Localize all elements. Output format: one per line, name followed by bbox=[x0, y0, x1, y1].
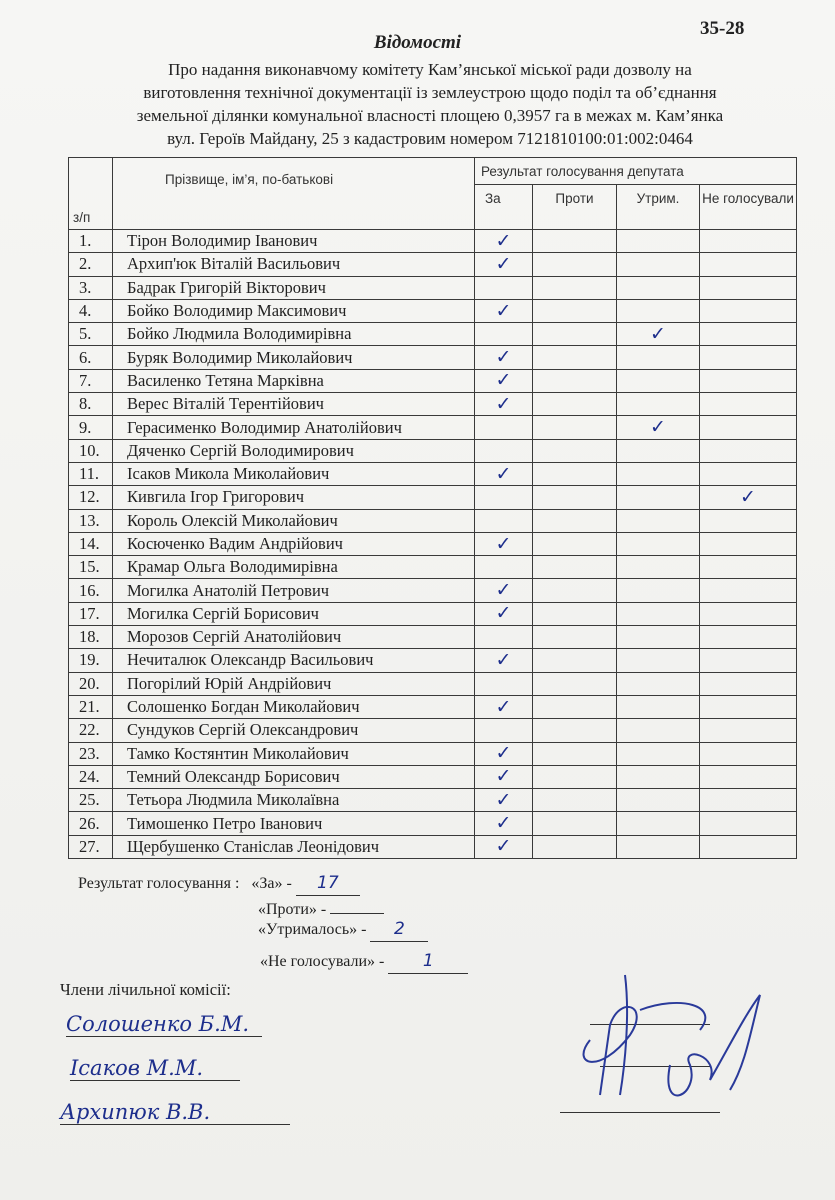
header-for: За bbox=[475, 185, 533, 230]
vote-cell-against bbox=[533, 812, 617, 835]
vote-cell-novote bbox=[700, 695, 797, 718]
row-number: 15. bbox=[69, 556, 113, 579]
vote-cell-against bbox=[533, 672, 617, 695]
checkmark-icon: ✓ bbox=[740, 485, 756, 508]
vote-cell-against bbox=[533, 393, 617, 416]
checkmark-icon: ✓ bbox=[495, 812, 512, 835]
vote-cell-against bbox=[533, 323, 617, 346]
subject-line: вул. Героїв Майдану, 25 з кадастровим номером 7121810100:01:002:0464 bbox=[167, 129, 693, 148]
row-number: 14. bbox=[69, 532, 113, 555]
novote-count: 1 bbox=[388, 950, 468, 974]
vote-cell-against bbox=[533, 626, 617, 649]
row-number: 7. bbox=[69, 369, 113, 392]
row-number: 13. bbox=[69, 509, 113, 532]
row-number: 24. bbox=[69, 765, 113, 788]
vote-cell-abstain bbox=[617, 462, 700, 485]
vote-cell-against bbox=[533, 299, 617, 322]
vote-cell-novote bbox=[700, 742, 797, 765]
vote-cell-novote bbox=[700, 579, 797, 602]
document-number: 35-28 bbox=[700, 18, 745, 39]
table-row bbox=[69, 462, 797, 485]
row-number: 16. bbox=[69, 579, 113, 602]
against-label: «Проти» - bbox=[258, 901, 327, 918]
vote-cell-for bbox=[475, 299, 533, 322]
row-number: 5. bbox=[69, 323, 113, 346]
vote-cell-for bbox=[475, 602, 533, 625]
vote-cell-novote bbox=[700, 789, 797, 812]
vote-cell-abstain bbox=[617, 509, 700, 532]
handwritten-signature bbox=[530, 955, 790, 1135]
table-row bbox=[69, 626, 797, 649]
vote-cell-for bbox=[475, 509, 533, 532]
table-row bbox=[69, 579, 797, 602]
vote-cell-against bbox=[533, 230, 617, 253]
vote-cell-novote bbox=[700, 835, 797, 858]
checkmark-icon: ✓ bbox=[650, 322, 666, 345]
table-row bbox=[69, 323, 797, 346]
vote-cell-against bbox=[533, 765, 617, 788]
vote-cell-abstain bbox=[617, 742, 700, 765]
abstain-row bbox=[258, 918, 428, 942]
table-row bbox=[69, 719, 797, 742]
vote-cell-novote bbox=[700, 369, 797, 392]
table-row bbox=[69, 742, 797, 765]
vote-cell-novote bbox=[700, 416, 797, 439]
vote-cell-against bbox=[533, 556, 617, 579]
vote-cell-for bbox=[475, 742, 533, 765]
vote-cell-against bbox=[533, 789, 617, 812]
row-number: 21. bbox=[69, 695, 113, 718]
vote-cell-for bbox=[475, 812, 533, 835]
deputy-name: Погорілий Юрій Андрійович bbox=[113, 672, 475, 695]
vote-cell-for bbox=[475, 462, 533, 485]
vote-cell-novote bbox=[700, 509, 797, 532]
checkmark-icon: ✓ bbox=[495, 602, 512, 625]
commission-member: Ісаков М.М. bbox=[70, 1056, 240, 1081]
vote-cell-abstain bbox=[617, 369, 700, 392]
vote-cell-for bbox=[475, 323, 533, 346]
row-number: 19. bbox=[69, 649, 113, 672]
vote-cell-abstain bbox=[617, 299, 700, 322]
table-row bbox=[69, 532, 797, 555]
vote-cell-abstain bbox=[617, 649, 700, 672]
novote-label: «Не голосували» - bbox=[260, 953, 385, 970]
vote-cell-against bbox=[533, 416, 617, 439]
table-row bbox=[69, 276, 797, 299]
deputy-name: Могилка Сергій Борисович bbox=[113, 602, 475, 625]
against-count bbox=[330, 895, 384, 914]
vote-cell-against bbox=[533, 509, 617, 532]
abstain-label: «Утрималось» - bbox=[258, 921, 367, 938]
vote-cell-for bbox=[475, 649, 533, 672]
vote-cell-novote bbox=[700, 765, 797, 788]
vote-cell-against bbox=[533, 532, 617, 555]
commission-member: Солошенко Б.М. bbox=[66, 1012, 262, 1037]
vote-cell-abstain bbox=[617, 556, 700, 579]
vote-cell-for bbox=[475, 556, 533, 579]
table-row bbox=[69, 486, 797, 509]
vote-cell-for bbox=[475, 253, 533, 276]
header-novote: Не голосували bbox=[700, 185, 797, 230]
row-number: 3. bbox=[69, 276, 113, 299]
vote-cell-novote bbox=[700, 276, 797, 299]
row-number: 18. bbox=[69, 626, 113, 649]
checkmark-icon: ✓ bbox=[495, 346, 512, 369]
vote-cell-abstain bbox=[617, 253, 700, 276]
row-number: 12. bbox=[69, 486, 113, 509]
document-title: Відомості bbox=[373, 32, 462, 53]
vote-cell-abstain bbox=[617, 626, 700, 649]
checkmark-icon: ✓ bbox=[495, 742, 512, 765]
vote-cell-against bbox=[533, 695, 617, 718]
for-label: «За» - bbox=[251, 875, 292, 892]
vote-cell-abstain bbox=[617, 416, 700, 439]
vote-cell-novote bbox=[700, 486, 797, 509]
vote-cell-abstain bbox=[617, 486, 700, 509]
row-number: 17. bbox=[69, 602, 113, 625]
row-number: 6. bbox=[69, 346, 113, 369]
table-row bbox=[69, 556, 797, 579]
results-label: Результат голосування : «За» - 17 bbox=[78, 872, 360, 896]
table-row bbox=[69, 439, 797, 462]
row-number: 4. bbox=[69, 299, 113, 322]
checkmark-icon: ✓ bbox=[495, 229, 512, 252]
vote-cell-novote bbox=[700, 556, 797, 579]
deputy-name: Тимошенко Петро Іванович bbox=[113, 812, 475, 835]
deputy-name: Крамар Ольга Володимирівна bbox=[113, 556, 475, 579]
vote-cell-against bbox=[533, 253, 617, 276]
deputy-name: Сундуков Сергій Олександрович bbox=[113, 719, 475, 742]
vote-cell-novote bbox=[700, 462, 797, 485]
vote-cell-novote bbox=[700, 253, 797, 276]
row-number: 25. bbox=[69, 789, 113, 812]
checkmark-icon: ✓ bbox=[495, 532, 512, 555]
table-row bbox=[69, 649, 797, 672]
vote-cell-abstain bbox=[617, 602, 700, 625]
vote-cell-for bbox=[475, 276, 533, 299]
table-row bbox=[69, 695, 797, 718]
table-row bbox=[69, 509, 797, 532]
vote-cell-for bbox=[475, 719, 533, 742]
table-row bbox=[69, 765, 797, 788]
vote-cell-novote bbox=[700, 719, 797, 742]
deputy-name: Могилка Анатолій Петрович bbox=[113, 579, 475, 602]
checkmark-icon: ✓ bbox=[495, 835, 512, 858]
checkmark-icon: ✓ bbox=[495, 788, 512, 811]
header-against: Проти bbox=[533, 185, 617, 230]
vote-cell-abstain bbox=[617, 812, 700, 835]
vote-cell-for bbox=[475, 416, 533, 439]
vote-cell-for bbox=[475, 369, 533, 392]
row-number: 2. bbox=[69, 253, 113, 276]
row-number: 27. bbox=[69, 835, 113, 858]
abstain-count: 2 bbox=[370, 918, 428, 942]
row-number: 8. bbox=[69, 393, 113, 416]
vote-cell-for bbox=[475, 626, 533, 649]
deputy-name: Бойко Людмила Володимирівна bbox=[113, 323, 475, 346]
voting-table bbox=[68, 157, 797, 859]
deputy-name: Бадрак Григорій Вікторович bbox=[113, 276, 475, 299]
vote-cell-abstain bbox=[617, 719, 700, 742]
vote-cell-abstain bbox=[617, 230, 700, 253]
vote-cell-for bbox=[475, 486, 533, 509]
vote-cell-abstain bbox=[617, 672, 700, 695]
vote-cell-for bbox=[475, 579, 533, 602]
vote-cell-abstain bbox=[617, 276, 700, 299]
vote-cell-for bbox=[475, 230, 533, 253]
deputy-name: Ісаков Микола Миколайович bbox=[113, 462, 475, 485]
deputy-name: Тірон Володимир Іванович bbox=[113, 230, 475, 253]
vote-cell-for bbox=[475, 765, 533, 788]
table-row bbox=[69, 672, 797, 695]
deputy-name: Солошенко Богдан Миколайович bbox=[113, 695, 475, 718]
vote-cell-against bbox=[533, 579, 617, 602]
vote-cell-novote bbox=[700, 626, 797, 649]
table-row bbox=[69, 416, 797, 439]
voting-table-body bbox=[69, 230, 797, 859]
deputy-name: Тамко Костянтин Миколайович bbox=[113, 742, 475, 765]
vote-cell-novote bbox=[700, 393, 797, 416]
vote-cell-abstain bbox=[617, 695, 700, 718]
header-abstain: Утрим. bbox=[617, 185, 700, 230]
vote-cell-against bbox=[533, 835, 617, 858]
deputy-name: Темний Олександр Борисович bbox=[113, 765, 475, 788]
vote-cell-novote bbox=[700, 812, 797, 835]
table-row bbox=[69, 789, 797, 812]
deputy-name: Герасименко Володимир Анатолійович bbox=[113, 416, 475, 439]
vote-cell-novote bbox=[700, 602, 797, 625]
vote-cell-abstain bbox=[617, 532, 700, 555]
deputy-name: Тетьора Людмила Миколаївна bbox=[113, 789, 475, 812]
vote-cell-novote bbox=[700, 323, 797, 346]
commission-label: Члени лічильної комісії: bbox=[60, 980, 231, 999]
row-number: 20. bbox=[69, 672, 113, 695]
subject-line: виготовлення технічної документації із землеустрою щодо поділ та об’єднання bbox=[143, 83, 717, 102]
checkmark-icon: ✓ bbox=[495, 648, 512, 671]
vote-cell-for bbox=[475, 695, 533, 718]
vote-cell-novote bbox=[700, 532, 797, 555]
row-number: 9. bbox=[69, 416, 113, 439]
row-number: 26. bbox=[69, 812, 113, 835]
deputy-name: Косюченко Вадим Андрійович bbox=[113, 532, 475, 555]
table-row bbox=[69, 835, 797, 858]
deputy-name: Василенко Тетяна Марківна bbox=[113, 369, 475, 392]
vote-cell-novote bbox=[700, 299, 797, 322]
vote-cell-abstain bbox=[617, 579, 700, 602]
header-number: з/п bbox=[69, 158, 113, 230]
row-number: 11. bbox=[69, 462, 113, 485]
table-row bbox=[69, 393, 797, 416]
vote-cell-for bbox=[475, 672, 533, 695]
vote-cell-against bbox=[533, 602, 617, 625]
vote-cell-abstain bbox=[617, 346, 700, 369]
vote-cell-novote bbox=[700, 649, 797, 672]
deputy-name: Верес Віталій Терентійович bbox=[113, 393, 475, 416]
checkmark-icon: ✓ bbox=[495, 765, 512, 788]
row-number: 1. bbox=[69, 230, 113, 253]
table-row bbox=[69, 346, 797, 369]
vote-cell-against bbox=[533, 346, 617, 369]
vote-cell-for bbox=[475, 393, 533, 416]
vote-cell-for bbox=[475, 789, 533, 812]
header-result: Результат голосування депутата bbox=[475, 158, 797, 185]
commission-member: Архипюк В.В. bbox=[60, 1100, 290, 1125]
subject-line: Про надання виконавчому комітету Кам’янської міської ради дозволу на bbox=[168, 60, 692, 79]
checkmark-icon: ✓ bbox=[495, 369, 512, 392]
deputy-name: Кивгила Ігор Григорович bbox=[113, 486, 475, 509]
vote-cell-against bbox=[533, 742, 617, 765]
vote-cell-against bbox=[533, 439, 617, 462]
novote-row bbox=[260, 950, 468, 974]
table-row bbox=[69, 369, 797, 392]
table-row bbox=[69, 812, 797, 835]
vote-cell-abstain bbox=[617, 835, 700, 858]
deputy-name: Король Олексій Миколайович bbox=[113, 509, 475, 532]
vote-cell-for bbox=[475, 346, 533, 369]
vote-cell-for bbox=[475, 835, 533, 858]
checkmark-icon: ✓ bbox=[495, 299, 512, 322]
vote-cell-for bbox=[475, 439, 533, 462]
vote-cell-abstain bbox=[617, 393, 700, 416]
vote-cell-novote bbox=[700, 346, 797, 369]
vote-cell-abstain bbox=[617, 789, 700, 812]
vote-cell-for bbox=[475, 532, 533, 555]
vote-cell-abstain bbox=[617, 765, 700, 788]
deputy-name: Морозов Сергій Анатолійович bbox=[113, 626, 475, 649]
deputy-name: Бойко Володимир Максимович bbox=[113, 299, 475, 322]
checkmark-icon: ✓ bbox=[495, 695, 512, 718]
vote-cell-abstain bbox=[617, 439, 700, 462]
deputy-name: Нечиталюк Олександр Васильович bbox=[113, 649, 475, 672]
table-row bbox=[69, 299, 797, 322]
vote-cell-novote bbox=[700, 230, 797, 253]
row-number: 10. bbox=[69, 439, 113, 462]
document-subject bbox=[70, 58, 790, 150]
deputy-name: Архип'юк Віталій Васильович bbox=[113, 253, 475, 276]
vote-cell-against bbox=[533, 462, 617, 485]
vote-cell-novote bbox=[700, 439, 797, 462]
row-number: 22. bbox=[69, 719, 113, 742]
checkmark-icon: ✓ bbox=[650, 416, 666, 439]
vote-cell-abstain bbox=[617, 323, 700, 346]
checkmark-icon: ✓ bbox=[495, 462, 512, 485]
table-row bbox=[69, 230, 797, 253]
vote-cell-against bbox=[533, 369, 617, 392]
vote-cell-against bbox=[533, 719, 617, 742]
vote-cell-against bbox=[533, 276, 617, 299]
table-row bbox=[69, 253, 797, 276]
checkmark-icon: ✓ bbox=[495, 579, 512, 602]
subject-line: земельної ділянки комунальної власності площею 0,3957 га в межах м. Кам’янка bbox=[136, 106, 724, 125]
row-number: 23. bbox=[69, 742, 113, 765]
checkmark-icon: ✓ bbox=[495, 392, 512, 415]
for-count: 17 bbox=[296, 872, 360, 896]
vote-cell-novote bbox=[700, 672, 797, 695]
vote-cell-against bbox=[533, 486, 617, 509]
deputy-name: Дяченко Сергій Володимирович bbox=[113, 439, 475, 462]
checkmark-icon: ✓ bbox=[495, 252, 512, 275]
vote-cell-against bbox=[533, 649, 617, 672]
table-row bbox=[69, 602, 797, 625]
header-name: Прізвище, ім’я, по-батькові bbox=[113, 158, 475, 230]
deputy-name: Щербушенко Станіслав Леонідович bbox=[113, 835, 475, 858]
deputy-name: Буряк Володимир Миколайович bbox=[113, 346, 475, 369]
